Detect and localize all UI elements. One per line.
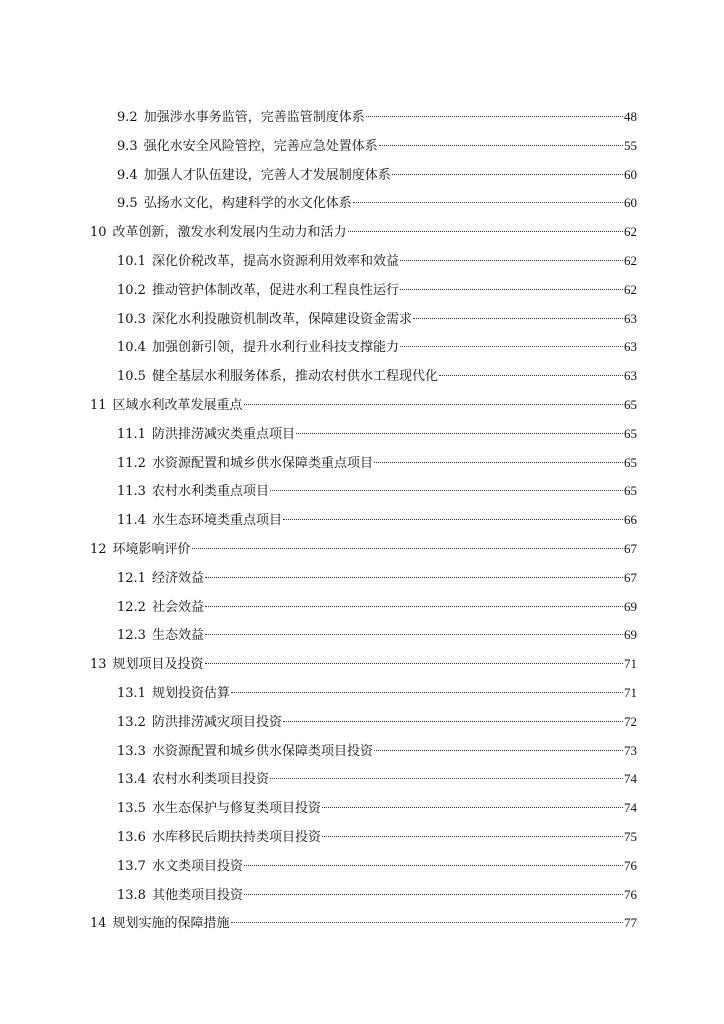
toc-entry-number: 11 <box>90 398 107 413</box>
toc-entry-number: 13.8 <box>117 887 146 903</box>
toc-entry-number: 11.3 <box>117 484 146 500</box>
toc-entry-page-number: 75 <box>624 829 637 844</box>
toc-entry-page-number: 62 <box>624 281 637 297</box>
toc-entry-page-number: 77 <box>624 915 637 931</box>
toc-entry-title: 区域水利改革发展重点 <box>112 398 243 413</box>
dot-leader <box>231 922 623 923</box>
dot-leader <box>400 260 623 261</box>
toc-chapter-entry[interactable] <box>90 392 637 418</box>
toc-entry-page-number: 63 <box>624 339 637 355</box>
dot-leader <box>400 289 623 290</box>
toc-entry-number: 10.1 <box>117 254 146 269</box>
toc-entry-title: 防洪排涝减灾类重点项目 <box>151 426 295 442</box>
dot-leader <box>283 519 623 520</box>
dot-leader <box>366 116 623 117</box>
dot-leader <box>231 692 623 693</box>
toc-entry-title: 水资源配置和城乡供水保障类项目投资 <box>151 743 373 759</box>
toc-entry-number: 9.2 <box>117 110 138 125</box>
toc-entry-page-number: 73 <box>624 742 637 758</box>
toc-entry-page-number: 69 <box>624 598 637 614</box>
toc-chapter-entry[interactable] <box>90 219 637 245</box>
dot-leader <box>322 836 623 837</box>
dot-leader <box>353 202 623 203</box>
toc-entry-title: 经济效益 <box>151 570 204 586</box>
toc-entry-number: 11.2 <box>117 455 146 471</box>
dot-leader <box>283 721 623 722</box>
toc-entry-title: 规划项目及投资 <box>112 657 204 673</box>
toc-entry-title: 水文类项目投资 <box>151 858 243 874</box>
toc-entry-title: 水资源配置和城乡供水保障类重点项目 <box>151 455 373 471</box>
toc-entry-title: 健全基层水利服务体系，推动农村供水工程现代化 <box>151 369 438 385</box>
toc-entry-page-number: 62 <box>624 224 637 240</box>
dot-leader <box>270 778 623 779</box>
toc-entry-page-number: 63 <box>624 310 637 326</box>
toc-entry-title: 水生态环境类重点项目 <box>151 513 282 529</box>
toc-entry-number: 14 <box>90 916 107 932</box>
toc-section-entry[interactable] <box>117 450 637 476</box>
dot-leader <box>400 346 623 347</box>
toc-entry-title: 深化价税改革，提高水资源利用效率和效益 <box>151 254 399 269</box>
dot-leader <box>205 577 623 578</box>
toc-section-entry[interactable] <box>117 565 637 591</box>
toc-entry-title: 加强人才队伍建设，完善人才发展制度体系 <box>143 167 391 183</box>
dot-leader <box>374 462 623 463</box>
toc-section-entry[interactable] <box>117 507 637 533</box>
toc-entry-title: 水生态保护与修复类项目投资 <box>151 801 321 817</box>
dot-leader <box>439 375 623 376</box>
toc-entry-title: 防洪排涝减灾项目投资 <box>151 714 282 730</box>
toc-entry-number: 11.4 <box>117 513 146 529</box>
toc-entry-number: 13.5 <box>117 801 146 817</box>
toc-section-entry[interactable] <box>117 421 637 447</box>
dot-leader <box>244 404 623 405</box>
toc-section-entry[interactable] <box>117 190 637 216</box>
toc-entry-title: 农村水利类项目投资 <box>151 772 269 788</box>
toc-entry-title: 改革创新，激发水利发展内生动力和活力 <box>112 225 347 241</box>
toc-entry-page-number: 65 <box>624 454 637 470</box>
dot-leader <box>392 174 623 175</box>
toc-entry-number: 12.3 <box>117 628 146 644</box>
toc-entry-title: 加强涉水事务监管，完善监管制度体系 <box>143 110 365 125</box>
toc-section-entry[interactable] <box>117 853 637 879</box>
toc-entry-page-number: 60 <box>624 166 637 182</box>
toc-entry-title: 社会效益 <box>151 599 204 615</box>
toc-section-entry[interactable] <box>117 622 637 648</box>
toc-entry-page-number: 63 <box>624 368 637 384</box>
dot-leader <box>244 865 623 866</box>
toc-entry-title: 水库移民后期扶持类项目投资 <box>151 830 321 845</box>
toc-section-entry[interactable] <box>117 162 637 188</box>
toc-section-entry[interactable] <box>117 795 637 821</box>
toc-entry-number: 11.1 <box>117 426 146 442</box>
toc-entry-page-number: 65 <box>624 425 637 441</box>
toc-entry-number: 10.5 <box>117 369 146 385</box>
toc-entry-number: 13.7 <box>117 858 146 874</box>
toc-section-entry[interactable] <box>117 766 637 792</box>
toc-entry-number: 13.6 <box>117 830 146 845</box>
dot-leader <box>205 634 623 635</box>
toc-section-entry[interactable] <box>117 709 637 735</box>
dot-leader <box>270 490 623 491</box>
toc-entry-page-number: 76 <box>624 886 637 902</box>
toc-entry-title: 强化水安全风险管控，完善应急处置体系 <box>143 138 378 154</box>
toc-entry-page-number: 65 <box>624 397 637 412</box>
toc-entry-page-number: 76 <box>624 857 637 873</box>
toc-entry-page-number: 74 <box>624 771 637 787</box>
dot-leader <box>348 231 623 232</box>
toc-entry-title: 生态效益 <box>151 628 204 644</box>
toc-entry-number: 10.2 <box>117 282 146 298</box>
toc-entry-title: 环境影响评价 <box>112 542 191 557</box>
toc-entry-page-number: 67 <box>624 541 637 556</box>
toc-entry-page-number: 71 <box>624 656 637 672</box>
toc-section-entry[interactable] <box>117 363 637 389</box>
toc-section-entry[interactable] <box>117 104 637 130</box>
toc-section-entry[interactable] <box>117 306 637 332</box>
toc-section-entry[interactable] <box>117 738 637 764</box>
toc-section-entry[interactable] <box>117 277 637 303</box>
toc-entry-number: 13.1 <box>117 686 146 701</box>
toc-entry-number: 12.2 <box>117 599 146 615</box>
toc-chapter-entry[interactable] <box>90 651 637 677</box>
toc-entry-title: 规划投资估算 <box>151 686 230 701</box>
toc-entry-title: 规划实施的保障措施 <box>112 916 230 932</box>
toc-section-entry[interactable] <box>117 680 637 706</box>
toc-entry-number: 10.4 <box>117 340 146 356</box>
toc-entry-page-number: 71 <box>624 685 637 700</box>
toc-entry-page-number: 60 <box>624 195 637 211</box>
toc-section-entry[interactable] <box>117 824 637 850</box>
dot-leader <box>374 750 623 751</box>
toc-entry-title: 加强创新引领，提升水利行业科技支撑能力 <box>151 340 399 356</box>
toc-entry-title: 深化水利投融资机制改革，保障建设资金需求 <box>151 311 412 327</box>
toc-entry-page-number: 74 <box>624 800 637 816</box>
toc-entry-title: 推动管护体制改革，促进水利工程良性运行 <box>151 282 399 298</box>
toc-section-entry[interactable] <box>117 248 637 274</box>
toc-entry-number: 13.2 <box>117 714 146 730</box>
dot-leader <box>205 606 623 607</box>
toc-entry-number: 10 <box>90 225 107 241</box>
toc-entry-page-number: 65 <box>624 483 637 499</box>
toc-entry-page-number: 62 <box>624 253 637 268</box>
toc-entry-number: 13.3 <box>117 743 146 759</box>
dot-leader <box>205 663 623 664</box>
toc-entry-title: 其他类项目投资 <box>151 887 243 903</box>
toc-entry-number: 12 <box>90 542 107 557</box>
toc-entry-number: 9.3 <box>117 138 138 154</box>
toc-entry-page-number: 48 <box>624 109 637 124</box>
toc-entry-number: 9.5 <box>117 196 138 212</box>
toc-chapter-entry[interactable] <box>90 536 637 562</box>
toc-entry-title: 农村水利类重点项目 <box>151 484 269 500</box>
toc-entry-page-number: 66 <box>624 512 637 528</box>
toc-entry-page-number: 67 <box>624 569 637 585</box>
toc-entry-number: 12.1 <box>117 570 146 586</box>
dot-leader <box>192 548 623 549</box>
dot-leader <box>244 894 623 895</box>
toc-entry-page-number: 55 <box>624 137 637 153</box>
toc-section-entry[interactable] <box>117 594 637 620</box>
toc-chapter-entry[interactable] <box>90 910 637 936</box>
toc-entry-number: 13 <box>90 657 107 673</box>
dot-leader <box>413 318 623 319</box>
toc-entry-title: 弘扬水文化，构建科学的水文化体系 <box>143 196 352 212</box>
toc-entry-page-number: 72 <box>624 713 637 729</box>
toc-entry-number: 13.4 <box>117 772 146 788</box>
toc-section-entry[interactable] <box>117 334 637 360</box>
dot-leader <box>322 807 623 808</box>
toc-entry-number: 10.3 <box>117 311 146 327</box>
toc-section-entry[interactable] <box>117 133 637 159</box>
dot-leader <box>379 145 623 146</box>
toc-section-entry[interactable] <box>117 882 637 908</box>
toc-entry-number: 9.4 <box>117 167 138 183</box>
toc-entry-page-number: 69 <box>624 627 637 643</box>
dot-leader <box>296 433 623 434</box>
toc-section-entry[interactable] <box>117 478 637 504</box>
